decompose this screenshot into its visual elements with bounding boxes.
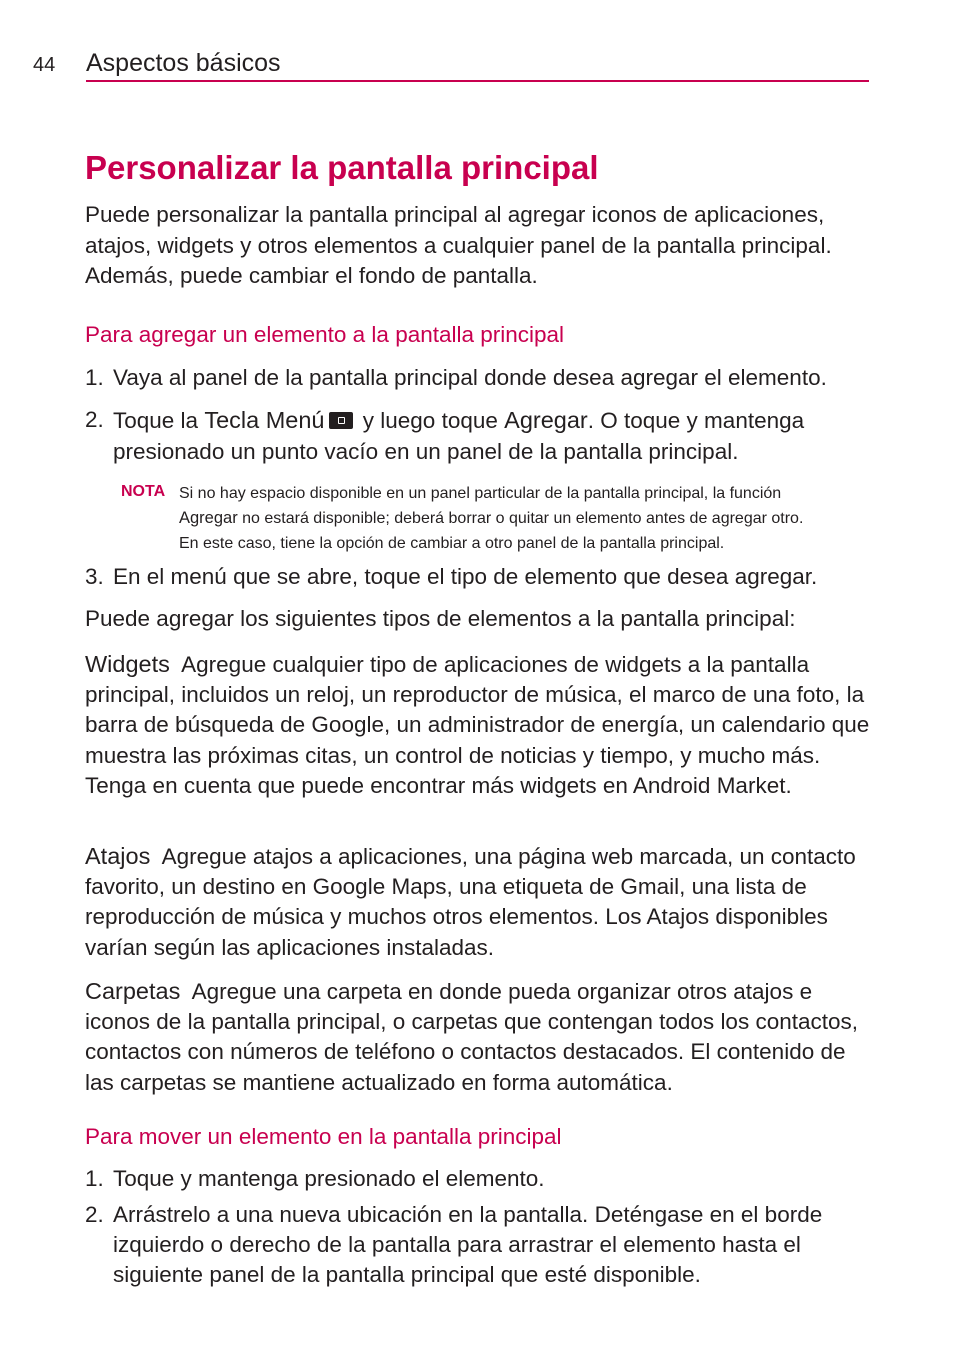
note-term: Agregar bbox=[179, 509, 238, 527]
step-number: 3. bbox=[85, 564, 104, 589]
page-number: 44 bbox=[33, 54, 56, 76]
types-intro: Puede agregar los siguientes tipos de elementos a la pantalla principal: bbox=[85, 606, 796, 631]
section-name: Aspectos básicos bbox=[86, 49, 281, 77]
move-item-heading: Para mover un elemento en la pantalla principal bbox=[85, 1124, 562, 1149]
header-rule bbox=[86, 80, 869, 82]
widgets-paragraph bbox=[85, 649, 875, 801]
add-step-1: Vaya al panel de la pantalla principal donde desea agregar el elemento. bbox=[113, 365, 827, 390]
add-step-3: En el menú que se abre, toque el tipo de elemento que desea agregar. bbox=[113, 564, 818, 589]
step-number: 1. bbox=[85, 365, 104, 390]
note-line bbox=[179, 506, 803, 531]
carpetas-term: Carpetas bbox=[85, 978, 181, 1004]
step-number: 1. bbox=[85, 1166, 104, 1191]
note-label: NOTA bbox=[121, 483, 166, 500]
agregar-term: Agregar bbox=[504, 407, 588, 433]
widgets-text: Agregue cualquier tipo de aplicaciones de widgets a la pantalla principal, incluidos un reloj, un reproductor de música, el marco de una foto, la barra de búsqueda de Google, un administrador de energía, un calendario que muestra las próximas citas, un control de noticias y tiempo, y mucho más. Tenga en cuenta que puede encontrar más widgets en Android Market. bbox=[85, 652, 870, 798]
move-step-1: Toque y mantenga presionado el elemento. bbox=[113, 1166, 545, 1191]
note-line: Si no hay espacio disponible en un panel particular de la pantalla principal, la función bbox=[179, 485, 782, 502]
menu-key-icon bbox=[329, 412, 353, 429]
page-title: Personalizar la pantalla principal bbox=[85, 149, 599, 186]
add-item-heading: Para agregar un elemento a la pantalla principal bbox=[85, 322, 565, 347]
atajos-term: Atajos bbox=[85, 843, 151, 869]
atajos-text: Agregue atajos a aplicaciones, una página web marcada, un contacto favorito, un destino en Google Maps, una etiqueta de Gmail, una lista de reproducción de música y muchos otros elementos. Los Atajos disponibles varían según las aplicaciones instaladas. bbox=[85, 844, 856, 960]
step-text: . O toque y mantenga presionado un punto vacío en un panel de la pantalla principal. bbox=[113, 408, 805, 464]
step-number: 2. bbox=[85, 1202, 104, 1227]
note-text: no estará disponible; deberá borrar o quitar un elemento antes de agregar otro. bbox=[237, 510, 804, 527]
widgets-term: Widgets bbox=[85, 651, 170, 677]
intro-paragraph: Puede personalizar la pantalla principal al agregar iconos de aplicaciones, atajos, widgets y otros elementos a cualquier panel de la pantalla principal. Además, puede cambiar el fondo de pantalla. bbox=[85, 202, 832, 288]
carpetas-paragraph bbox=[85, 976, 875, 1098]
carpetas-text: Agregue una carpeta en donde pueda organizar otros atajos e iconos de la pantalla principal, o carpetas que contengan todos los contactos, contactos con números de teléfono o contactos destacados. El contenido de las carpetas se mantiene actualizado en forma automática. bbox=[85, 979, 859, 1095]
step-number: 2. bbox=[85, 407, 104, 432]
atajos-paragraph bbox=[85, 841, 875, 963]
move-step-2: Arrástrelo a una nueva ubicación en la pantalla. Deténgase en el borde izquierdo o derecho de la pantalla para arrastrar el elemento hasta el siguiente panel de la pantalla principal que esté disponible. bbox=[113, 1202, 823, 1288]
step-text: y luego toque bbox=[356, 408, 505, 433]
note-line: En este caso, tiene la opción de cambiar a otro panel de la pantalla principal. bbox=[179, 535, 725, 552]
add-step-2 bbox=[113, 405, 873, 467]
step-text: Toque la bbox=[113, 408, 205, 433]
menu-key-term: Tecla Menú bbox=[204, 407, 325, 433]
